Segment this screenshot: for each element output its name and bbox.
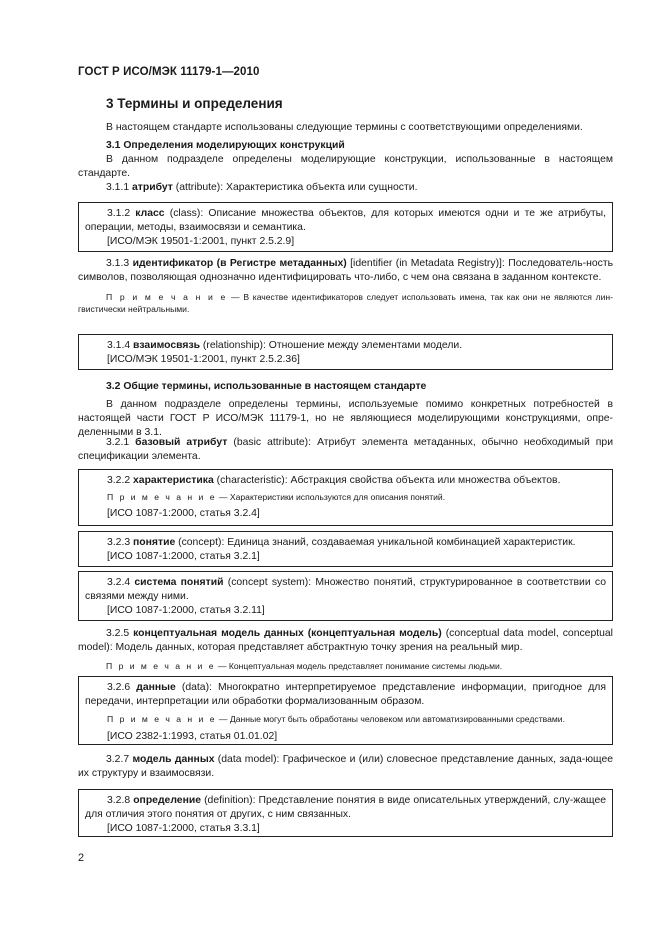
term-3-1-2-box xyxy=(78,202,613,252)
term-note xyxy=(78,660,613,672)
term-definition: (definition): Представление понятия в виде описательных утверждений, слу-жащее для отличия этого понятия от других, с ним связанных. xyxy=(85,795,607,820)
term-3-2-7 xyxy=(78,753,613,781)
term-3-2-1 xyxy=(78,436,613,464)
term-definition: (concept system): Множество понятий, структурированное в соответствии со связями между ними. xyxy=(85,577,606,602)
note-text: — В качестве идентификаторов следует использовать имена, так как они не являются лин-гвистически нейтральными. xyxy=(78,292,614,314)
term-number: 3.1.1 xyxy=(106,182,130,193)
note-text: — Данные могут быть обработаны человеком или автоматизированными средствами. xyxy=(216,714,565,724)
term-name: модель данных xyxy=(132,754,215,765)
term-note xyxy=(85,491,606,503)
term-reference: [ИСО/МЭК 19501-1:2001, пункт 2.5.2.36] xyxy=(107,354,300,365)
term-definition: (conceptual data model, conceptual model): Модель данных, которая представляет абстрактную точку зрения на реальный мир. xyxy=(78,628,613,653)
term-reference: [ИСО/МЭК 19501-1:2001, пункт 2.5.2.9] xyxy=(107,236,295,247)
term-name: идентификатор (в Регистре метаданных) xyxy=(132,258,347,269)
term-number: 3.2.3 xyxy=(107,537,131,548)
term-3-2-3-box xyxy=(78,531,613,567)
term-number: 3.2.1 xyxy=(106,437,130,448)
note-label: П р и м е ч а н и е xyxy=(107,492,217,502)
term-definition: (basic attribute): Атрибут элемента метаданных, обычно необходимый при спецификации элемента. xyxy=(78,437,613,462)
term-number: 3.2.7 xyxy=(106,754,130,765)
note-text: — Характеристики используются для описания понятий. xyxy=(216,492,446,502)
term-3-1-4-box xyxy=(78,334,613,370)
subsection-3-1-text: В данном подразделе определены моделирующие конструкции, использованные в настоящем стандарте. xyxy=(78,154,613,179)
term-name: данные xyxy=(136,682,176,693)
term-3-2-8-box xyxy=(78,789,613,837)
term-number: 3.1.4 xyxy=(107,340,131,351)
term-note xyxy=(78,291,613,315)
term-3-1-3 xyxy=(78,257,613,315)
subsection-3-2 xyxy=(78,380,613,440)
section-title: 3 Термины и определения xyxy=(106,96,283,111)
note-label: П р и м е ч а н и е xyxy=(107,714,217,724)
subsection-3-2-title: 3.2 Общие термины, использованные в настоящем стандарте xyxy=(106,381,427,392)
term-name: понятие xyxy=(133,537,176,548)
subsection-3-1 xyxy=(78,139,613,181)
term-definition: (data): Многократно интерпретируемое представление информации, пригодное для передачи, интерпретации или обработки формализованным образом. xyxy=(85,682,606,707)
term-3-2-2-box xyxy=(78,469,613,526)
term-3-2-5 xyxy=(78,627,613,672)
term-note xyxy=(85,713,606,725)
note-label: П р и м е ч а н и е xyxy=(106,661,216,671)
term-definition: (class): Описание множества объектов, для которых имеются одни и те же атрибуты, операции, методы, взаимосвязи и семантика. xyxy=(85,208,606,233)
term-number: 3.2.5 xyxy=(106,628,130,639)
term-number: 3.2.2 xyxy=(107,475,131,486)
term-name: атрибут xyxy=(132,182,173,193)
term-3-2-6-box xyxy=(78,676,613,745)
term-number: 3.2.6 xyxy=(107,682,131,693)
term-name: система понятий xyxy=(134,577,224,588)
term-name: характеристика xyxy=(133,475,214,486)
term-3-1-1 xyxy=(78,181,613,195)
term-number: 3.2.4 xyxy=(107,577,131,588)
note-text: — Концептуальная модель представляет понимание системы людьми. xyxy=(215,661,503,671)
term-definition: (attribute): Характеристика объекта или сущности. xyxy=(175,182,418,193)
term-name: определение xyxy=(133,795,202,806)
page-number: 2 xyxy=(78,852,85,864)
term-reference: [ИСО 2382-1:1993, статья 01.01.02] xyxy=(107,731,278,742)
term-number: 3.1.2 xyxy=(107,208,131,219)
term-reference: [ИСО 1087-1:2000, статья 3.2.11] xyxy=(107,605,265,616)
subsection-3-2-text: В данном подразделе определены термины, используемые помимо конкретных потребностей в настоящей части ГОСТ Р ИСО/МЭК 11179-1, но не являющиеся моделирующими конструкциями, опре-деленными в 3.1. xyxy=(78,399,613,438)
term-reference: [ИСО 1087-1:2000, статья 3.2.4] xyxy=(107,508,260,519)
intro-paragraph: В настоящем стандарте использованы следующие термины с соответствующими определениями. xyxy=(106,122,583,133)
term-definition: (data model): Графическое и (или) словесное представление данных, зада-ющее их структуру и взаимосвязи. xyxy=(78,754,614,779)
term-number: 3.2.8 xyxy=(107,795,131,806)
term-definition: (characteristic): Абстракция свойства объекта или множества объектов. xyxy=(216,475,561,486)
term-number: 3.1.3 xyxy=(106,258,130,269)
standard-header: ГОСТ Р ИСО/МЭК 11179-1—2010 xyxy=(78,66,260,78)
term-name: концептуальная модель данных (концептуальная модель) xyxy=(133,628,442,639)
note-label: П р и м е ч а н и е xyxy=(106,292,228,302)
term-definition: [identifier (in Metadata Registry)]: Последователь-ность символов, позволяющая однозначно идентифицировать что-либо, с чем она связана в заданном контексте. xyxy=(78,258,613,283)
subsection-3-1-title: 3.1 Определения моделирующих конструкций xyxy=(106,140,345,151)
term-definition: (concept): Единица знаний, создаваемая уникальной комбинацией характеристик. xyxy=(178,537,576,548)
term-3-2-4-box xyxy=(78,571,613,621)
term-name: базовый атрибут xyxy=(135,437,228,448)
term-definition: (relationship): Отношение между элементами модели. xyxy=(202,340,463,351)
term-reference: [ИСО 1087-1:2000, статья 3.3.1] xyxy=(107,823,260,834)
term-name: взаимосвязь xyxy=(133,340,201,351)
term-reference: [ИСО 1087-1:2000, статья 3.2.1] xyxy=(107,551,260,562)
intro-block xyxy=(78,121,613,135)
term-name: класс xyxy=(135,208,165,219)
